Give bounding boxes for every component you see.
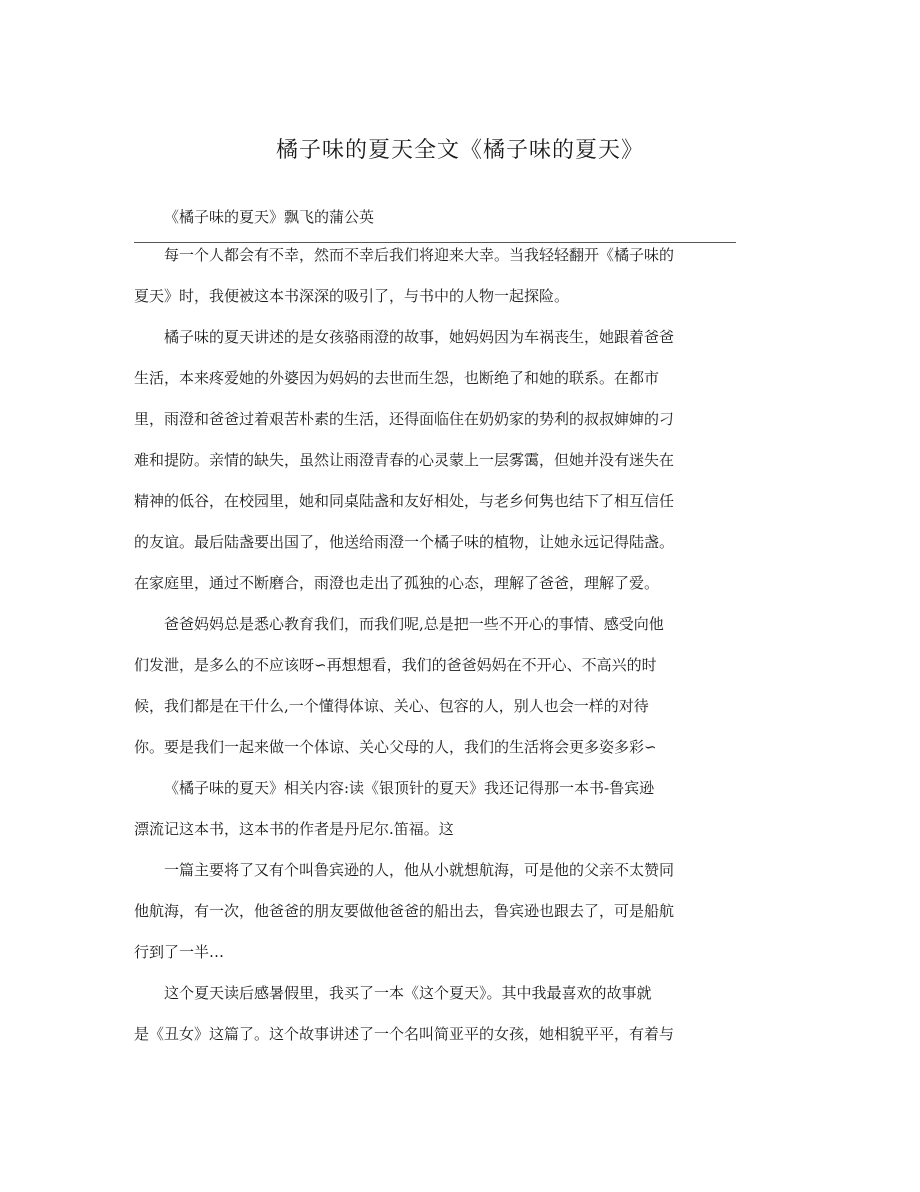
text-line: 里，雨澄和爸爸过着艰苦朴素的生活，还得面临住在奶奶家的势利的叔叔婶婶的刁 [134, 410, 675, 428]
text-line: 生活，本来疼爱她的外婆因为妈妈的去世而生怨，也断绝了和她的联系。在都市 [134, 369, 660, 387]
text-line: 是《丑女》这篇了。这个故事讲述了一个名叫简亚平的女孩，她相貌平平，有着与 [134, 1025, 675, 1043]
text-line: 漂流记这本书，这本书的作者是丹尼尔.笛福。这 [134, 820, 454, 838]
text-line: 橘子味的夏天讲述的是女孩骆雨澄的故事，她妈妈因为车祸丧生，她跟着爸爸 [164, 328, 675, 346]
text-line: 们发泄，是多么的不应该呀∽再想想看，我们的爸爸妈妈在不开心、不高兴的时 [134, 656, 657, 674]
article-subtitle: 《橘子味的夏天》飘飞的蒲公英 [164, 208, 375, 226]
text-line: 的友谊。最后陆盏要出国了，他送给雨澄一个橘子味的植物，让她永远记得陆盏。 [134, 533, 675, 551]
text-line: 你。要是我们一起来做一个体谅、关心父母的人，我们的生活将会更多姿多彩∽ [134, 738, 657, 756]
text-line: 难和提防。亲情的缺失，虽然让雨澄青春的心灵蒙上一层雾霭，但她并没有迷失在 [134, 451, 675, 469]
text-line: 这个夏天读后感暑假里，我买了一本《这个夏天》。其中我最喜欢的故事就 [164, 984, 652, 1002]
text-line: 《橘子味的夏天》相关内容:读《银顶针的夏天》我还记得那一本书-鲁宾逊 [164, 779, 655, 797]
text-line: 夏天》时，我便被这本书深深的吸引了，与书中的人物一起探险。 [134, 287, 570, 305]
text-line: 行到了一半… [134, 943, 225, 961]
text-line: 每一个人都会有不幸，然而不幸后我们将迎来大幸。当我轻轻翻开《橘子味的 [164, 246, 675, 264]
text-line: 在家庭里，通过不断磨合，雨澄也走出了孤独的心态，理解了爸爸，理解了爱。 [134, 574, 660, 592]
text-line: 他航海，有一次，他爸爸的朋友要做他爸爸的船出去，鲁宾逊也跟去了，可是船航 [134, 902, 675, 920]
text-line: 候，我们都是在干什么,一个懂得体谅、关心、包容的人，别人也会一样的对待 [134, 697, 649, 715]
text-line: 一篇主要将了又有个叫鲁宾逊的人，他从小就想航海，可是他的父亲不太赞同 [164, 861, 675, 879]
horizontal-rule [134, 242, 736, 243]
text-line: 精神的低谷，在校园里，她和同桌陆盏和友好相处，与老乡何隽也结下了相互信任 [134, 492, 675, 510]
text-line: 爸爸妈妈总是悉心教育我们，而我们呢,总是把一些不开心的事情、感受向他 [164, 615, 664, 633]
page-title: 橘子味的夏天全文《橘子味的夏天》 [275, 138, 644, 163]
